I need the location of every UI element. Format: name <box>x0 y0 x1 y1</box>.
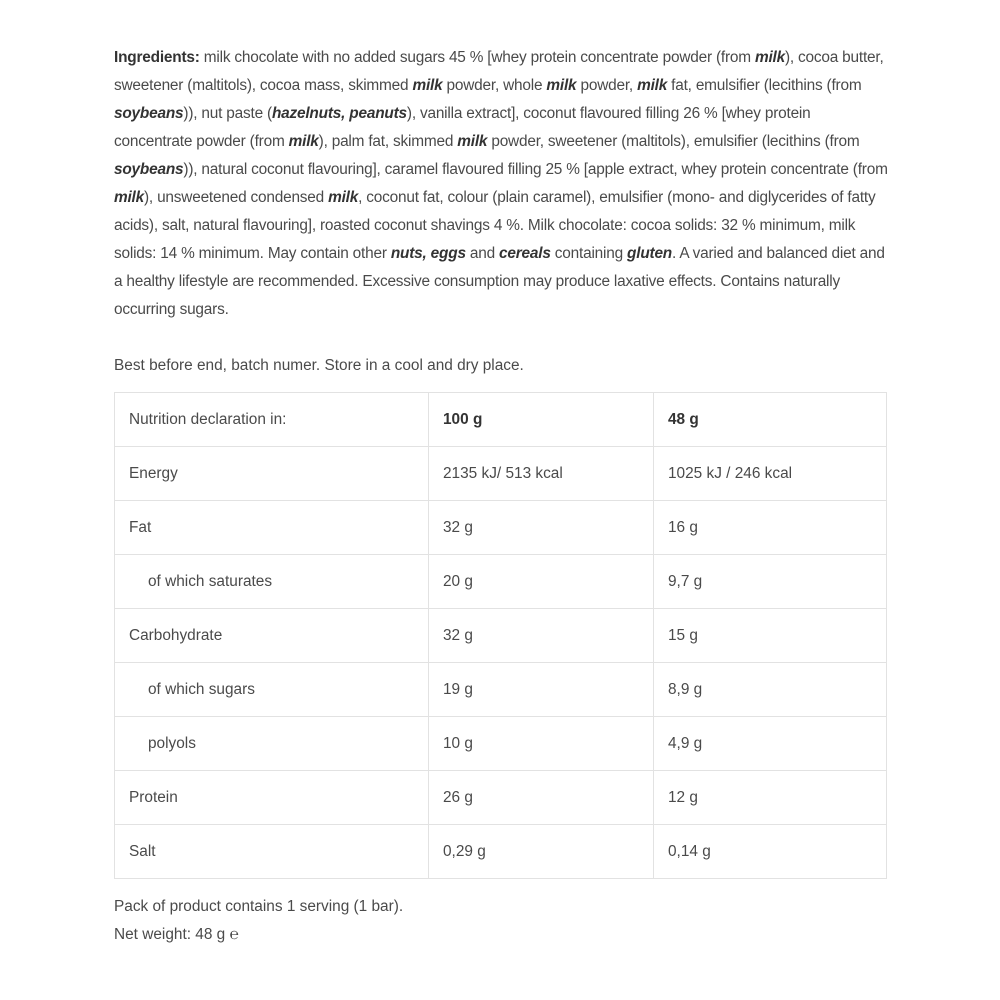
nutrition-row <box>115 609 887 663</box>
nutrition-header-per-serving: 48 g <box>654 393 887 447</box>
nutrition-header-row <box>115 393 887 447</box>
ingredient-text: milk chocolate with no added sugars 45 % [whey protein concentrate powder (from <box>199 49 755 66</box>
ingredient-text: ), palm fat, skimmed <box>318 133 458 150</box>
nutrition-row <box>115 555 887 609</box>
nutrient-name: of which saturates <box>115 555 429 609</box>
ingredient-text: )), nut paste ( <box>183 105 272 122</box>
nutrient-per-serving: 0,14 g <box>654 825 887 879</box>
nutrition-row <box>115 663 887 717</box>
nutrition-row <box>115 825 887 879</box>
ingredient-text: containing <box>550 245 628 262</box>
ingredient-text: )), natural coconut flavouring], caramel flavoured filling 25 % [apple extract, whey protein concentrate (from <box>183 161 888 178</box>
nutrient-per-serving: 12 g <box>654 771 887 825</box>
allergen-text: milk <box>637 77 668 94</box>
nutrition-row <box>115 717 887 771</box>
allergen-text: soybeans <box>114 105 184 122</box>
ingredient-text: , coconut fat, colour (plain caramel), emulsifier (mono- and diglycerides of fatty acids), salt, natural flavouring], roasted coconut shavings 4 %. Milk chocolate: cocoa solids: 32 % minimum, milk solids: 14 % minimum. May contain other <box>114 189 876 262</box>
nutrition-table <box>114 392 887 879</box>
ingredient-text: . A varied and balanced diet and a healthy lifestyle are recommended. Excessive consumption may produce laxative effects. Contains naturally occurring sugars. <box>114 245 885 318</box>
ingredients-paragraph <box>114 44 890 324</box>
allergen-text: milk <box>288 133 319 150</box>
ingredients-label: Ingredients: <box>114 49 200 66</box>
nutrient-per-100g: 10 g <box>429 717 654 771</box>
nutrient-per-serving: 4,9 g <box>654 717 887 771</box>
nutrition-row <box>115 771 887 825</box>
nutrient-per-100g: 0,29 g <box>429 825 654 879</box>
allergen-text: gluten <box>627 245 673 262</box>
nutrition-header-per-100g: 100 g <box>429 393 654 447</box>
nutrient-per-100g: 19 g <box>429 663 654 717</box>
nutrient-name: of which sugars <box>115 663 429 717</box>
allergen-text: milk <box>546 77 577 94</box>
allergen-text: nuts, eggs <box>390 245 466 262</box>
ingredient-text: and <box>465 245 500 262</box>
nutrient-name: Carbohydrate <box>115 609 429 663</box>
nutrient-per-100g: 2135 kJ/ 513 kcal <box>429 447 654 501</box>
nutrient-per-100g: 32 g <box>429 609 654 663</box>
allergen-text: milk <box>754 49 785 66</box>
net-weight: Net weight: 48 g ℮ <box>114 926 239 943</box>
ingredient-text: ), cocoa butter, sweetener (maltitols), cocoa mass, skimmed <box>114 49 884 94</box>
nutrient-per-serving: 8,9 g <box>654 663 887 717</box>
nutrition-row <box>115 447 887 501</box>
nutrient-per-serving: 9,7 g <box>654 555 887 609</box>
ingredient-text: fat, emulsifier (lecithins (from <box>667 77 862 94</box>
product-info <box>114 44 890 949</box>
allergen-text: cereals <box>499 245 551 262</box>
storage-instructions: Best before end, batch numer. Store in a cool and dry place. <box>114 357 524 374</box>
nutrient-per-100g: 26 g <box>429 771 654 825</box>
product-footer <box>114 893 890 949</box>
nutrient-per-100g: 20 g <box>429 555 654 609</box>
nutrient-name: Salt <box>115 825 429 879</box>
nutrient-name: Fat <box>115 501 429 555</box>
nutrient-name: Protein <box>115 771 429 825</box>
nutrient-per-serving: 15 g <box>654 609 887 663</box>
nutrient-per-serving: 1025 kJ / 246 kcal <box>654 447 887 501</box>
pack-info: Pack of product contains 1 serving (1 bar). <box>114 898 404 915</box>
allergen-text: milk <box>412 77 443 94</box>
nutrient-name: polyols <box>115 717 429 771</box>
allergen-text: milk <box>114 189 144 206</box>
allergen-text: hazelnuts, peanuts <box>271 105 407 122</box>
nutrition-header-label: Nutrition declaration in: <box>115 393 429 447</box>
allergen-text: milk <box>457 133 488 150</box>
nutrition-row <box>115 501 887 555</box>
nutrient-name: Energy <box>115 447 429 501</box>
allergen-text: soybeans <box>114 161 184 178</box>
ingredient-text: powder, <box>576 77 638 94</box>
allergen-text: milk <box>328 189 359 206</box>
ingredient-text: ), vanilla extract], coconut flavoured filling 26 % [whey protein concentrate powder (from <box>114 105 811 150</box>
nutrient-per-serving: 16 g <box>654 501 887 555</box>
ingredient-text: ), unsweetened condensed <box>144 189 329 206</box>
ingredients-text <box>114 49 888 318</box>
ingredient-text: powder, sweetener (maltitols), emulsifier (lecithins (from <box>487 133 860 150</box>
nutrient-per-100g: 32 g <box>429 501 654 555</box>
ingredient-text: powder, whole <box>442 77 547 94</box>
